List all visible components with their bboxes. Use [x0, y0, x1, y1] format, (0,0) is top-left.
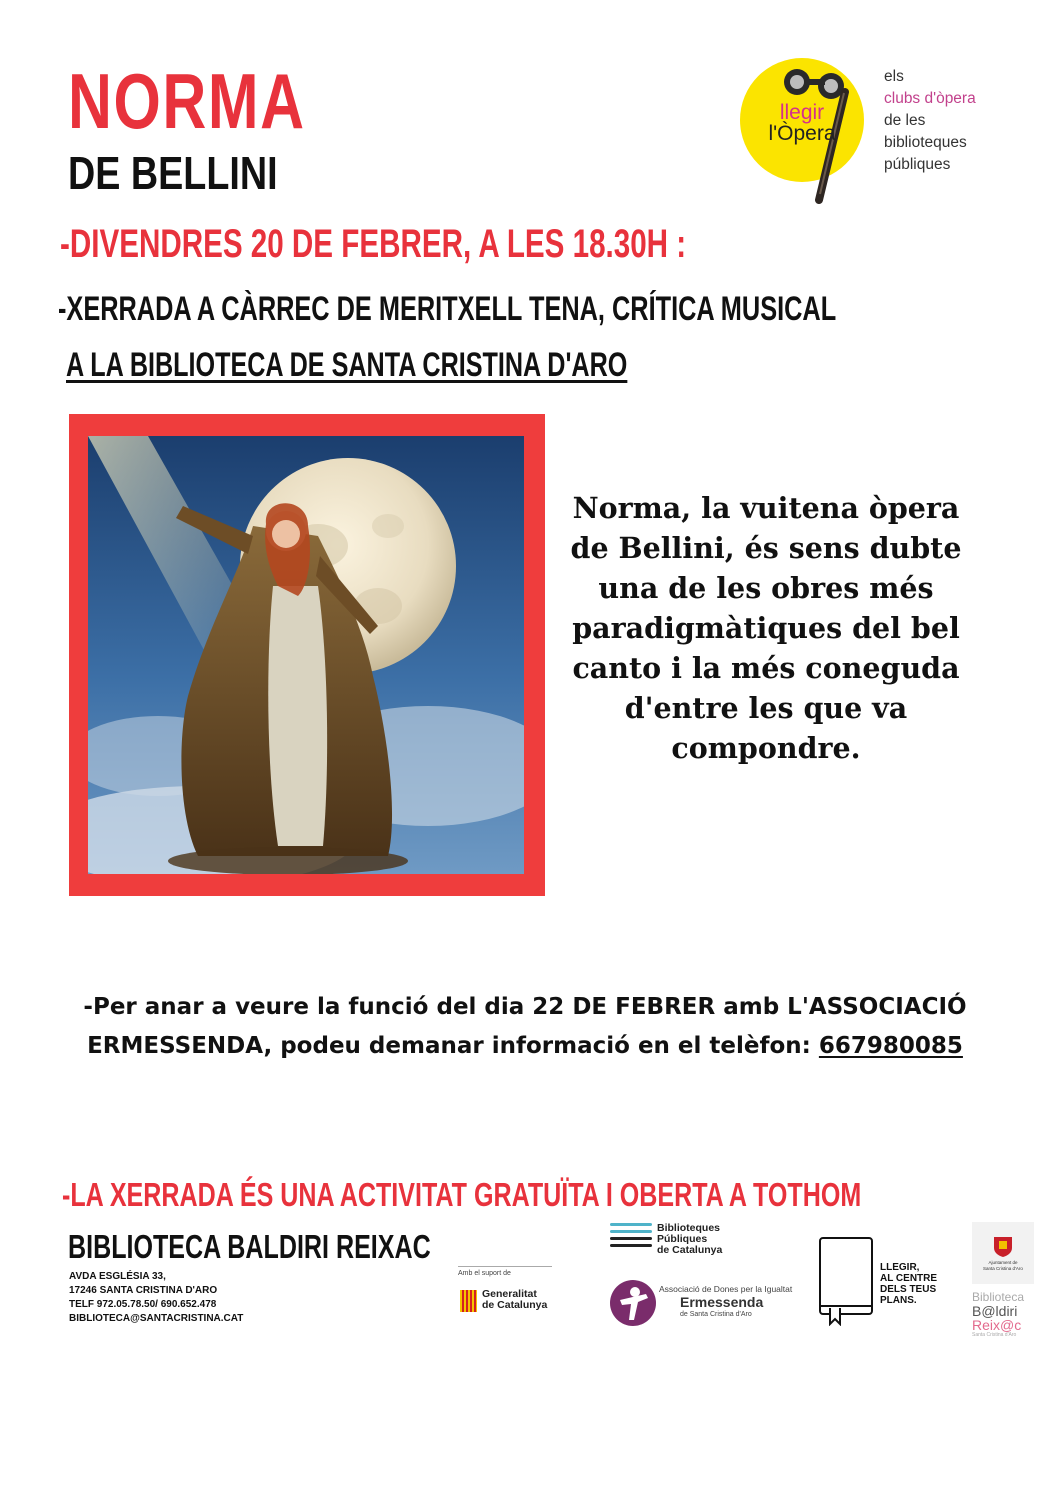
plans-slogan — [880, 1262, 937, 1306]
bpc-line: de Catalunya — [657, 1244, 723, 1256]
tagline-line: els — [884, 68, 904, 85]
phone-number[interactable]: 667980085 — [818, 1033, 963, 1059]
slogan-line: DELS TEUS — [880, 1284, 937, 1295]
ajuntament-line: Santa Cristina d'Aro — [983, 1266, 1023, 1271]
ermessenda-name: Ermessenda — [680, 1294, 764, 1310]
slogan-line: LLEGIR, — [880, 1262, 920, 1273]
library-name: BIBLIOTECA BALDIRI REIXAC — [68, 1228, 431, 1265]
ermessenda-icon — [610, 1280, 656, 1326]
free-activity-notice: -LA XERRADA ÉS UNA ACTIVITAT GRATUÏTA I OBERTA A TOTHOM — [62, 1176, 862, 1213]
biblioteca-baldiri-logo — [972, 1290, 1038, 1339]
library-address — [69, 1270, 243, 1326]
ermessenda-location: de Santa Cristina d'Aro — [680, 1311, 752, 1318]
slogan-line: AL CENTRE — [880, 1273, 938, 1284]
talk-description: -XERRADA A CÀRREC DE MERITXELL TENA, CRÍTICA MUSICAL — [58, 290, 837, 328]
bib-logo-line: B@ldiri — [972, 1303, 1018, 1319]
bib-logo-line: Santa Cristina d'Aro — [972, 1332, 1017, 1338]
logo-line-1: llegir — [779, 101, 825, 124]
opera-description: Norma, la vuitena òpera de Bellini, és sens dubte una de les obres més paradigmàtiques del bel canto i la més coneguda d'entre les que va compondre. — [570, 491, 962, 765]
tagline-line: públiques — [884, 156, 951, 173]
bpc-logo-text — [657, 1223, 722, 1256]
event-date: -DIVENDRES 20 DE FEBRER, A LES 18.30H : — [60, 222, 687, 266]
slogan-line: PLANS. — [880, 1295, 917, 1306]
ajuntament-text — [974, 1260, 1032, 1272]
divider — [458, 1266, 552, 1267]
address-line: 17246 SANTA CRISTINA D'ARO — [69, 1285, 218, 1296]
ajuntament-line: Ajuntament de — [988, 1260, 1018, 1265]
performance-info — [60, 988, 990, 1066]
bib-logo-line: Biblioteca — [972, 1290, 1025, 1304]
tagline-line: de les — [884, 112, 926, 129]
generalitat-line: de Catalunya — [482, 1299, 548, 1311]
generalitat-logo — [482, 1289, 547, 1311]
address-line: TELF 972.05.78.50/ 690.652.478 — [69, 1299, 217, 1310]
llegir-opera-logo-text — [740, 102, 864, 144]
logo-line-2: l'Òpera — [768, 122, 836, 145]
performance-info-text: -Per anar a veure la funció del dia 22 DE FEBRER amb L'ASSOCIACIÓ ERMESSENDA, podeu demanar informació en el telèfon: — [83, 994, 967, 1059]
bib-logo-line: Reix@c — [972, 1317, 1022, 1333]
logo-tagline — [884, 66, 976, 176]
generalitat-line: Generalitat — [482, 1288, 537, 1300]
ermessenda-association: Associació de Dones per la Igualtat — [659, 1284, 793, 1294]
event-title: NORMA — [68, 57, 306, 145]
bpc-line: Públiques — [657, 1233, 708, 1245]
tagline-line: biblioteques — [884, 134, 967, 151]
support-label: Amb el suport de — [458, 1270, 511, 1277]
coat-of-arms-icon — [993, 1236, 1013, 1258]
bpc-line: Biblioteques — [657, 1222, 721, 1234]
event-subtitle: DE BELLINI — [68, 147, 278, 199]
senyera-icon — [460, 1290, 477, 1312]
norma-photo — [88, 436, 524, 874]
library-email[interactable]: BIBLIOTECA@SANTACRISTINA.CAT — [69, 1313, 244, 1324]
bpc-books-icon — [610, 1223, 652, 1251]
book-icon — [818, 1236, 876, 1326]
address-line: AVDA ESGLÉSIA 33, — [69, 1271, 166, 1282]
venue-line: A LA BIBLIOTECA DE SANTA CRISTINA D'ARO — [66, 346, 628, 384]
tagline-line: clubs d'òpera — [884, 90, 976, 107]
